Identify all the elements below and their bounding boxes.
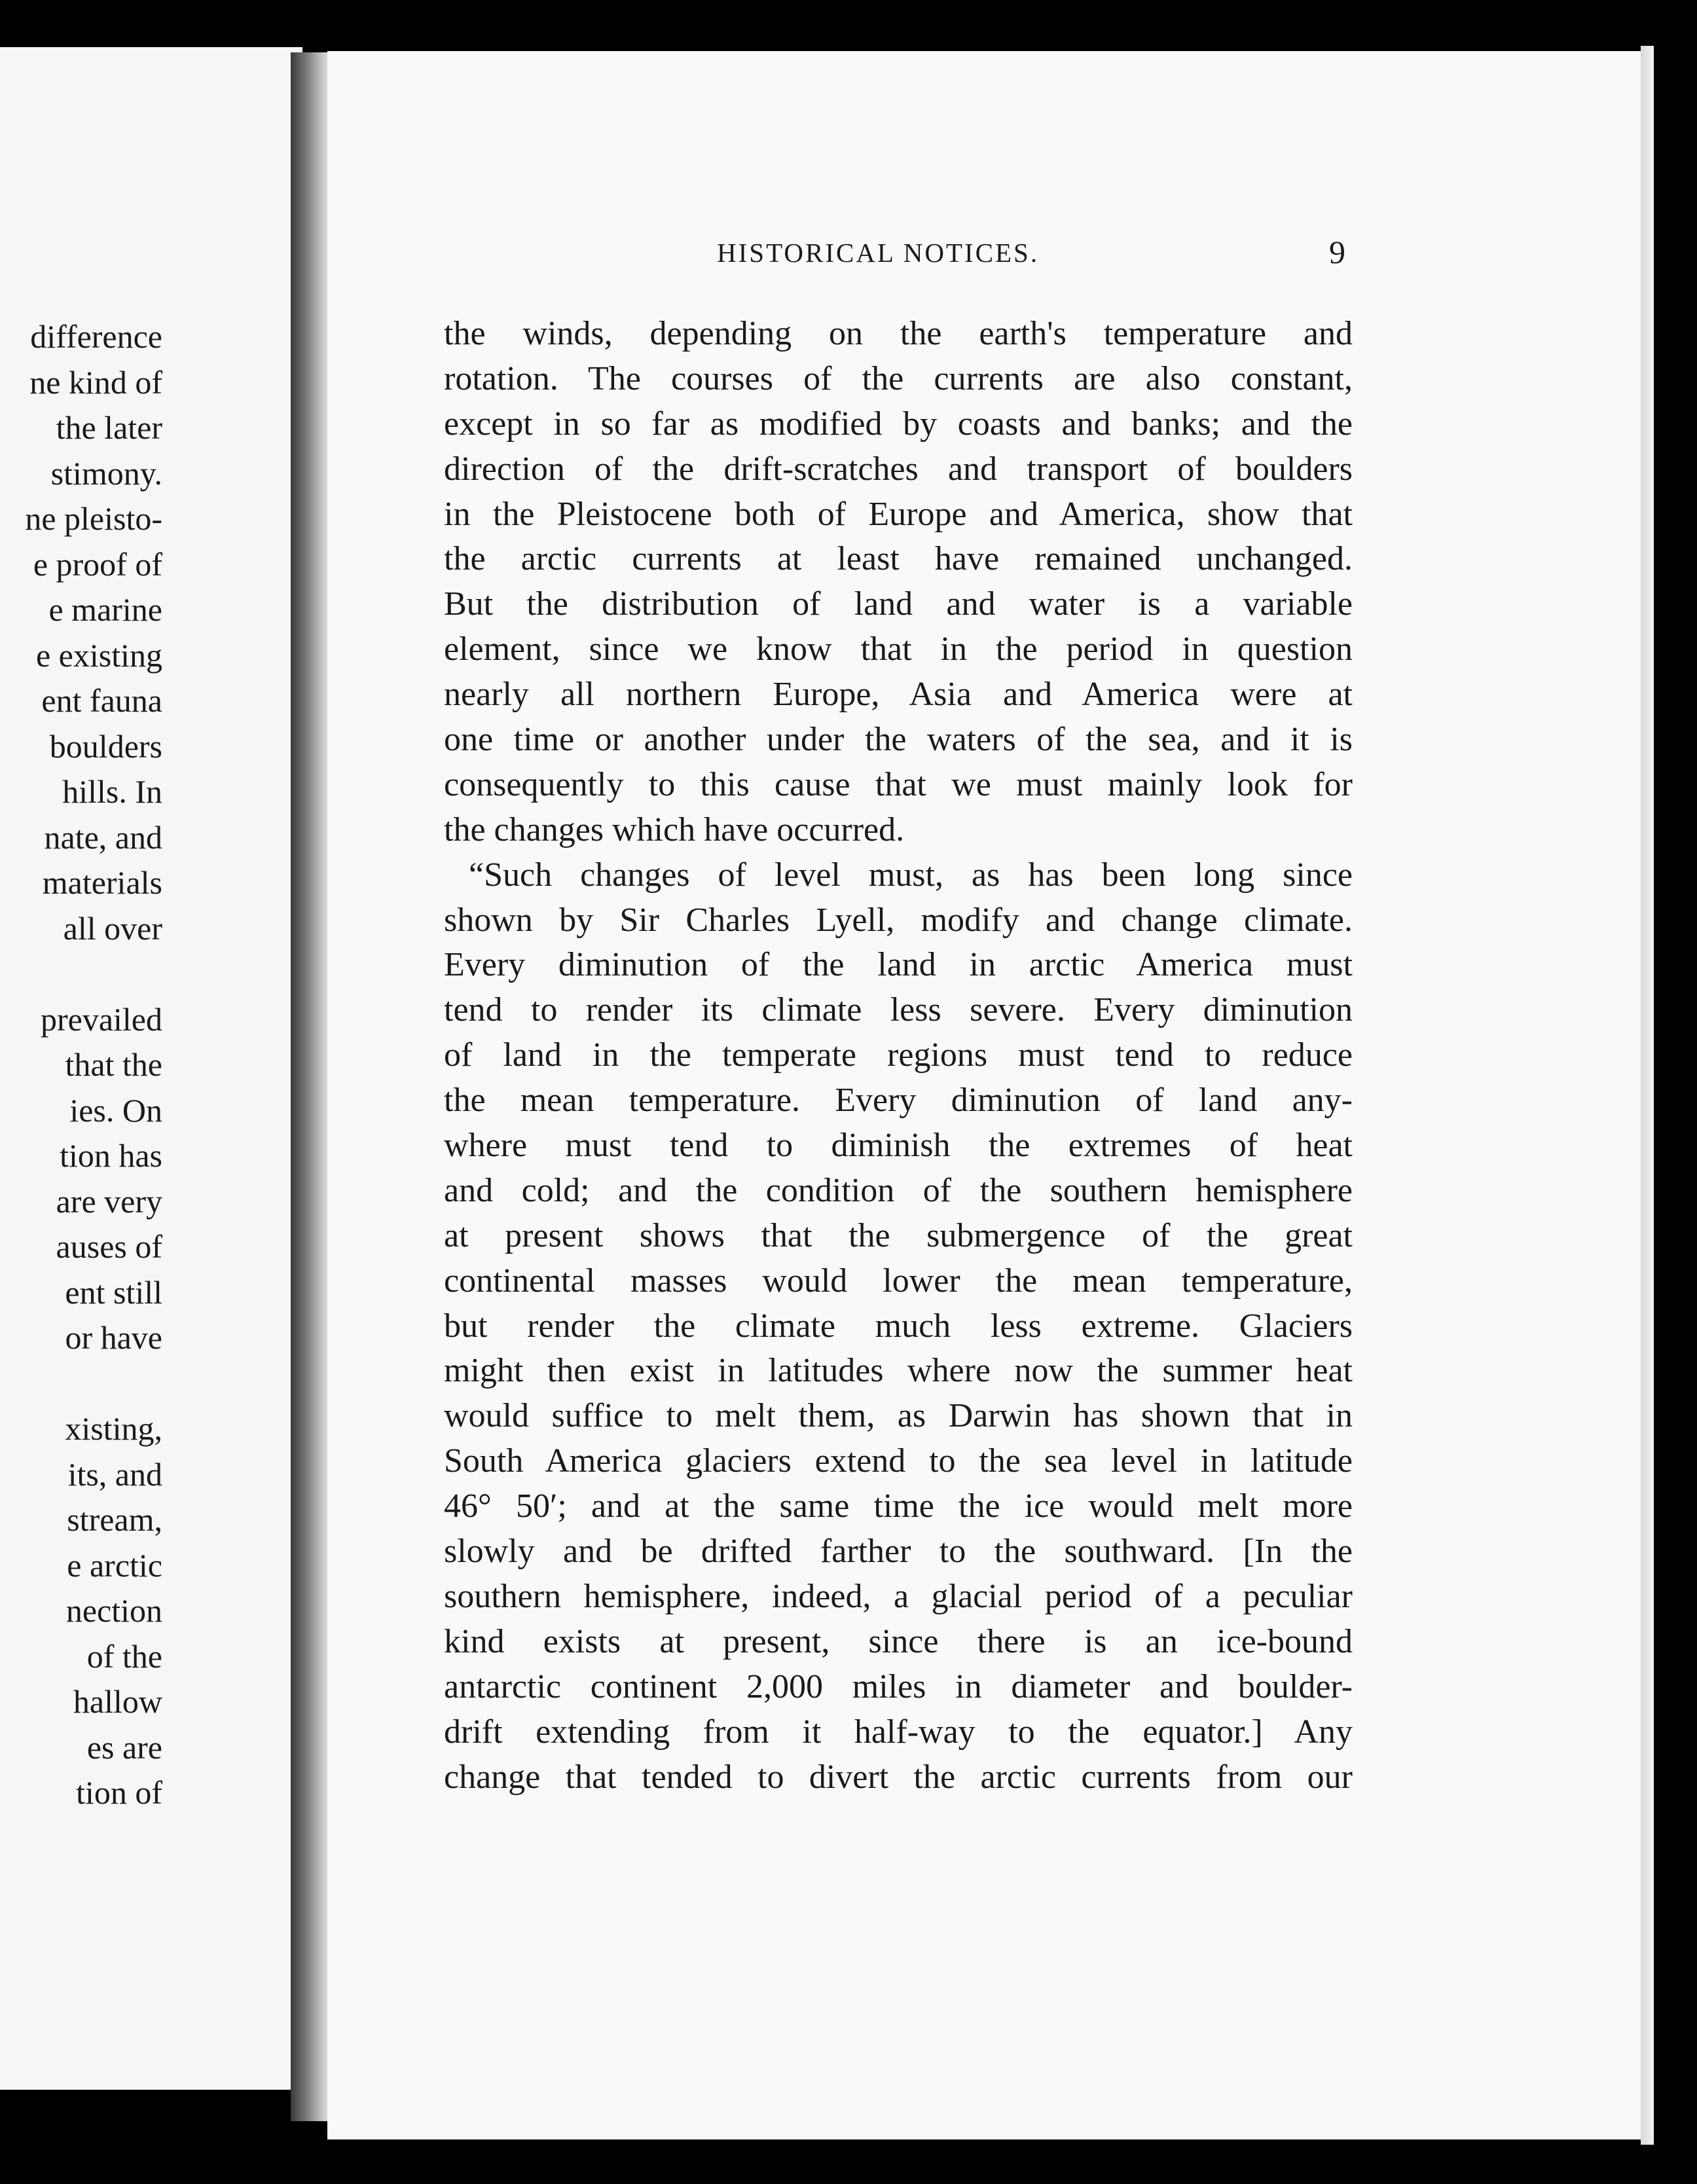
left-page-line-text: e arctic: [67, 1546, 162, 1584]
left-page-line: [0, 633, 162, 679]
body-line: would suffice to melt them, as Darwin has shown that in: [444, 1397, 1353, 1435]
left-page-line: [0, 815, 162, 861]
left-page-line-text: all over: [63, 909, 162, 947]
left-page-line-text: difference: [30, 318, 162, 355]
left-page-line: [0, 1588, 162, 1634]
body-line: Every diminution of the land in arctic America must: [444, 946, 1353, 984]
left-page-line-text: e existing: [35, 636, 162, 674]
left-page-line: [0, 1315, 162, 1361]
left-page-line: [0, 1634, 162, 1680]
body-line: the mean temperature. Every diminution of land any-: [444, 1082, 1353, 1119]
left-page-line: [0, 1497, 162, 1543]
body-line: slowly and be drifted farther to the southward. [In the: [444, 1533, 1353, 1571]
body-line: change that tended to divert the arctic currents from our: [444, 1758, 1353, 1796]
body-line: might then exist in latitudes where now the summer heat: [444, 1352, 1353, 1390]
left-page-line: [0, 951, 162, 997]
left-page-line-text: tion has: [60, 1137, 162, 1174]
left-page-line-text: ne pleisto-: [25, 500, 162, 537]
body-line: “Such changes of level must, as has been long since: [469, 856, 1353, 894]
left-page-line: [0, 997, 162, 1043]
body-line: in the Pleistocene both of Europe and America, show that: [444, 495, 1353, 533]
left-page-line-text: ne kind of: [29, 363, 162, 401]
running-head: HISTORICAL NOTICES.: [717, 238, 1040, 268]
left-page-line: [0, 1406, 162, 1452]
left-page-line: [0, 1088, 162, 1134]
left-page-line-text: of the: [86, 1637, 162, 1675]
left-page-line-text: are very: [56, 1182, 162, 1220]
left-page-line-text: its, and: [67, 1455, 162, 1493]
left-page-line: [0, 1543, 162, 1589]
body-text: [444, 312, 1353, 1800]
body-line: at present shows that the submergence of the great: [444, 1216, 1353, 1254]
left-page-line-text: auses of: [56, 1228, 162, 1265]
left-page-line-text: hills. In: [62, 773, 162, 810]
left-page-line: [0, 1224, 162, 1270]
left-page: [0, 47, 302, 2090]
left-page-line-text: the later: [56, 409, 162, 446]
body-line: continental masses would lower the mean temperature,: [444, 1262, 1353, 1300]
body-line: consequently to this cause that we must mainly look for: [444, 765, 1353, 803]
left-page-line: [0, 860, 162, 906]
left-page-line: [0, 1770, 162, 1816]
left-page-line-text: hallow: [73, 1683, 162, 1720]
left-page-line-text: e marine: [48, 591, 162, 628]
left-page-line: [0, 542, 162, 588]
body-line: but render the climate much less extreme. Glaciers: [444, 1307, 1353, 1345]
left-page-line: [0, 724, 162, 770]
left-page-line: [0, 360, 162, 406]
body-line: southern hemisphere, indeed, a glacial period of a peculiar: [444, 1577, 1353, 1615]
body-line: tend to render its climate less severe. Every diminution: [444, 991, 1353, 1029]
body-line: 46° 50′; and at the same time the ice would melt more: [444, 1487, 1353, 1525]
page-edge: [1641, 46, 1654, 2145]
left-page-line: [0, 1270, 162, 1316]
left-page-line: [0, 906, 162, 952]
left-page-line: [0, 451, 162, 497]
body-line: drift extending from it half-way to the equator.] Any: [444, 1713, 1353, 1751]
left-page-line: [0, 1679, 162, 1725]
left-page-line-text: ies. On: [69, 1091, 162, 1129]
body-line: where must tend to diminish the extremes of heat: [444, 1127, 1353, 1165]
body-line: except in so far as modified by coasts and banks; and the: [444, 405, 1353, 443]
body-line: nearly all northern Europe, Asia and America were at: [444, 676, 1353, 714]
body-line: one time or another under the waters of the sea, and it is: [444, 721, 1353, 759]
left-page-line: [0, 678, 162, 724]
body-line: and cold; and the condition of the southern hemisphere: [444, 1171, 1353, 1209]
left-page-line-text: stream,: [67, 1501, 162, 1538]
left-page-line: [0, 1179, 162, 1225]
left-page-line: [0, 314, 162, 360]
body-line: the changes which have occurred.: [444, 810, 905, 848]
body-line: But the distribution of land and water is a variable: [444, 585, 1353, 623]
left-page-line-text: tion of: [76, 1774, 162, 1811]
left-page-line: [0, 1452, 162, 1498]
left-page-line: [0, 1725, 162, 1771]
page-number: 9: [1329, 234, 1345, 270]
left-page-line-text: es are: [86, 1728, 162, 1766]
body-line: of land in the temperate regions must tend to reduce: [444, 1036, 1353, 1074]
left-page-line-text: nate, and: [44, 818, 162, 856]
left-page-line: [0, 405, 162, 451]
body-line: direction of the drift-scratches and transport of boulders: [444, 450, 1353, 488]
left-page-line: [0, 587, 162, 633]
left-page-line-text: xisting,: [65, 1410, 162, 1447]
book-gutter: [291, 52, 330, 2121]
left-page-line-text: ent still: [65, 1273, 162, 1311]
left-page-line: [0, 1042, 162, 1088]
left-page-line: [0, 769, 162, 815]
left-page-line: [0, 496, 162, 542]
body-line: kind exists at present, since there is an ice-bound: [444, 1622, 1353, 1660]
left-page-line-text: ent fauna: [41, 682, 162, 719]
body-line: antarctic continent 2,000 miles in diameter and boulder-: [444, 1667, 1353, 1705]
body-line: rotation. The courses of the currents are also constant,: [444, 359, 1353, 397]
body-line: element, since we know that in the period in question: [444, 630, 1353, 668]
left-page-line-text: stimony.: [50, 454, 162, 492]
left-page-line-text: e proof of: [33, 545, 162, 583]
body-line: South America glaciers extend to the sea level in latitude: [444, 1442, 1353, 1480]
left-page-line-text: boulders: [49, 727, 162, 765]
left-page-line-text: materials: [42, 864, 162, 901]
left-page-line-text: nection: [65, 1592, 162, 1629]
left-page-text: [0, 314, 302, 1816]
body-line: the arctic currents at least have remained unchanged.: [444, 540, 1353, 578]
left-page-line: [0, 1133, 162, 1179]
left-page-line: [0, 1361, 162, 1407]
left-page-line-text: that the: [65, 1046, 162, 1083]
left-page-line-text: prevailed: [40, 1000, 162, 1038]
body-line: shown by Sir Charles Lyell, modify and change climate.: [444, 901, 1353, 939]
body-line: the winds, depending on the earth's temperature and: [444, 315, 1353, 352]
left-page-line-text: or have: [65, 1319, 162, 1356]
